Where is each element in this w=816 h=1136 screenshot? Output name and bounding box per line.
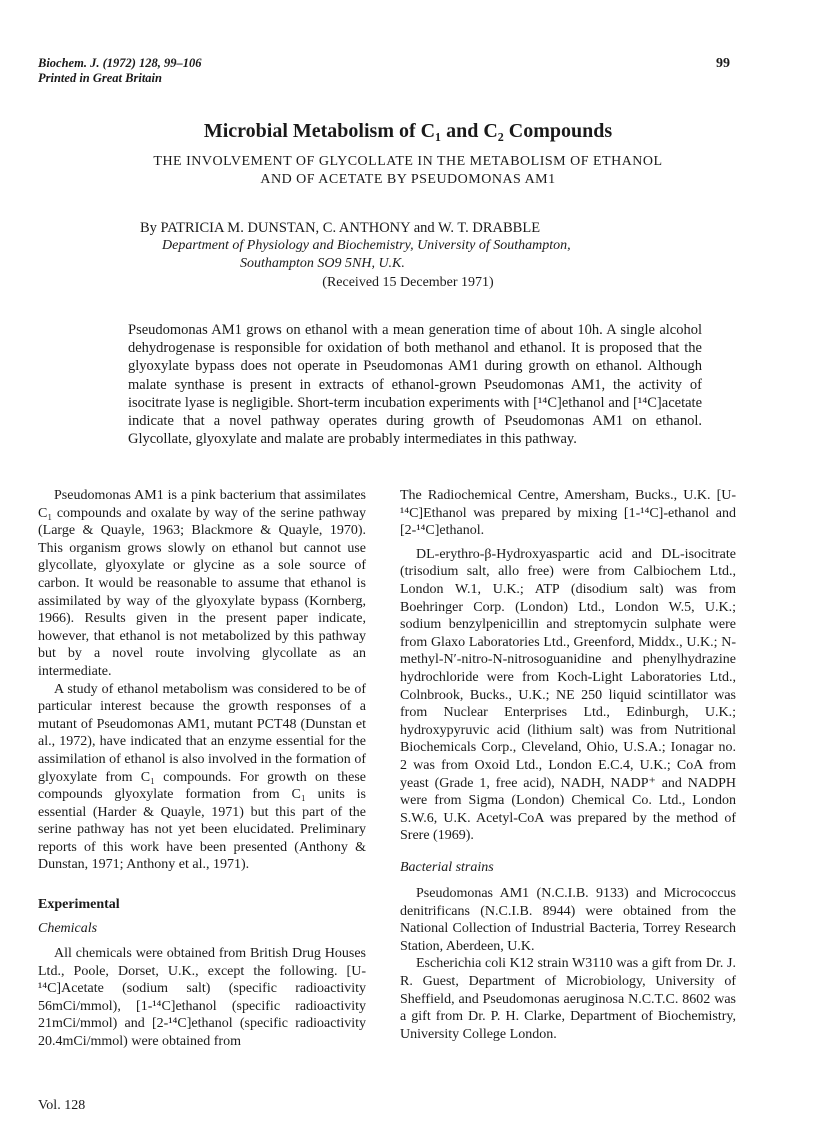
volume-footer: Vol. 128 [38, 1098, 86, 1113]
chemicals-text: All chemicals were obtained from British Drug Houses Ltd., Poole, Dorset, U.K., except the following. [U-¹⁴C]Acetate (sodium salt) (specific radioactivity 56mCi/mmol), [1-¹⁴C]ethanol (specific radioactivity 21mCi/mmol) and [2-¹⁴C]ethanol (specific radioactivity 20.4mCi/mmol) were obtained from [38, 946, 366, 1049]
bacterial-strains-body [400, 885, 736, 1043]
article-title: Microbial Metabolism of C₁ and C₂ Compounds [203, 120, 613, 142]
affiliation-line-1: Department of Physiology and Biochemistry, University of Southampton, [162, 238, 571, 253]
article-subtitle [60, 153, 756, 189]
subtitle-line-1: THE INVOLVEMENT OF GLYCOLLATE IN THE METABOLISM OF ETHANOL [153, 154, 663, 169]
subtitle-line-2: AND OF ACETATE BY PSEUDOMONAS AM1 [260, 172, 556, 187]
abstract: Pseudomonas AM1 grows on ethanol with a mean generation time of about 10h. A single alcohol dehydrogenase is responsible for oxidation of both methanol and ethanol. It is proposed that the glyoxylate bypass does not operate in Pseudomonas AM1 during growth on ethanol. Although malate synthase is present in extracts of ethanol-grown Pseudomonas AM1, the activity of isocitrate lyase is negligible. Short-term incubation experiments with [¹⁴C]ethanol and [¹⁴C]acetate indicate that a novel pathway operates during growth of Pseudomonas AM1 on ethanol. Glycollate, glyoxylate and malate are probably intermediates in this pathway. [128, 322, 702, 448]
received-date: (Received 15 December 1971) [322, 275, 494, 290]
chemicals-paragraph [38, 945, 366, 1051]
journal-reference: Biochem. J. (1972) 128, 99–106 [38, 56, 202, 70]
experimental-heading: Experimental [38, 897, 120, 912]
printed-in-note: Printed in Great Britain [38, 71, 162, 85]
author-list: By PATRICIA M. DUNSTAN, C. ANTHONY and W. T. DRABBLE [140, 220, 541, 236]
chemicals-paragraph-2: DL-erythro-β-Hydroxyaspartic acid and DL-isocitrate (trisodium salt, allo free) were from Calbiochem Ltd., London W.1, U.K.; ATP (disodium salt) was from Boehringer Corp. (London) Ltd., London W.5, U.K.; sodium benzylpenicillin and streptomycin sulphate were from Glaxo Laboratories Ltd., Greenford, Middx., U.K.; N-methyl-N′-nitro-N-nitrosoguanidine and phenylhydrazine hydrochloride were from Koch-Light Laboratories Ltd., Colnbrook, Bucks., U.K.; NE 250 liquid scintillator was from Nuclear Enterprises Ltd., Edinburgh, U.K.; hydroxypyruvic acid (lithium salt) was from Nutritional Biochemicals Corp., Cleveland, Ohio, U.S.A.; Ionagar no. 2 was from Oxoid Ltd., London E.C.4, U.K.; CoA from yeast (Grade 1, free acid), NADH, NADP⁺ and NADPH were from Sigma (London) Chemical Co. Ltd., London S.W.6, U.K. Acetyl-CoA was prepared by the method of Srere (1969). [400, 546, 736, 844]
chemicals-continued: The Radiochemical Centre, Amersham, Bucks., U.K. [U-¹⁴C]Ethanol was prepared by mixing [1-¹⁴C]-ethanol and [2-¹⁴C]ethanol. [400, 488, 736, 539]
left-column-body [38, 487, 366, 874]
intro-paragraph-1: Pseudomonas AM1 is a pink bacterium that assimilates C₁ compounds and oxalate by way of the serine pathway (Large & Quayle, 1963; Blackmore & Quayle, 1970). This organism grows slowly on ethanol but cannot use glycollate, glyoxylate or glycine as a sole source of carbon. It would be reasonable to assume that ethanol is assimilated by way of the glyoxylate bypass (Kornberg, 1966). Results given in the present paper indicate, however, that ethanol is not metabolized by this pathway but by a novel route involving glycollate as an intermediate. [38, 488, 366, 679]
affiliation [162, 237, 722, 273]
affiliation-line-2: Southampton SO9 5NH, U.K. [240, 256, 405, 271]
chemicals-heading: Chemicals [38, 921, 98, 936]
page-number: 99 [716, 56, 730, 71]
intro-paragraph-2: A study of ethanol metabolism was considered to be of particular interest because the growth responses of a mutant of Pseudomonas AM1, mutant PCT48 (Dunstan et al., 1972), have indicated that an enzyme essential for the assimilation of ethanol is also involved in the formation of glyoxylate from C₁ compounds. For growth on these compounds glyoxylate formation from C₁ units is essential (Harder & Quayle, 1971) but this part of the serine pathway has not yet been elucidated. Preliminary reports of this work have been presented (Anthony & Dunstan, 1971; Anthony et al., 1971). [38, 681, 366, 873]
bacterial-strains-heading: Bacterial strains [400, 860, 494, 875]
bacterial-paragraph-2: Escherichia coli K12 strain W3110 was a gift from Dr. J. R. Guest, Department of Microbiology, University of Sheffield, and Pseudomonas aeruginosa N.C.T.C. 8602 was a gift from Dr. P. H. Clarke, Department of Biochemistry, University College London. [400, 956, 736, 1042]
right-column-body [400, 487, 736, 845]
journal-citation [38, 56, 202, 86]
bacterial-paragraph-1: Pseudomonas AM1 (N.C.I.B. 9133) and Micrococcus denitrificans (N.C.I.B. 8944) were obtained from the National Collection of Industrial Bacteria, Torrey Research Station, Aberdeen, U.K. [400, 886, 736, 954]
